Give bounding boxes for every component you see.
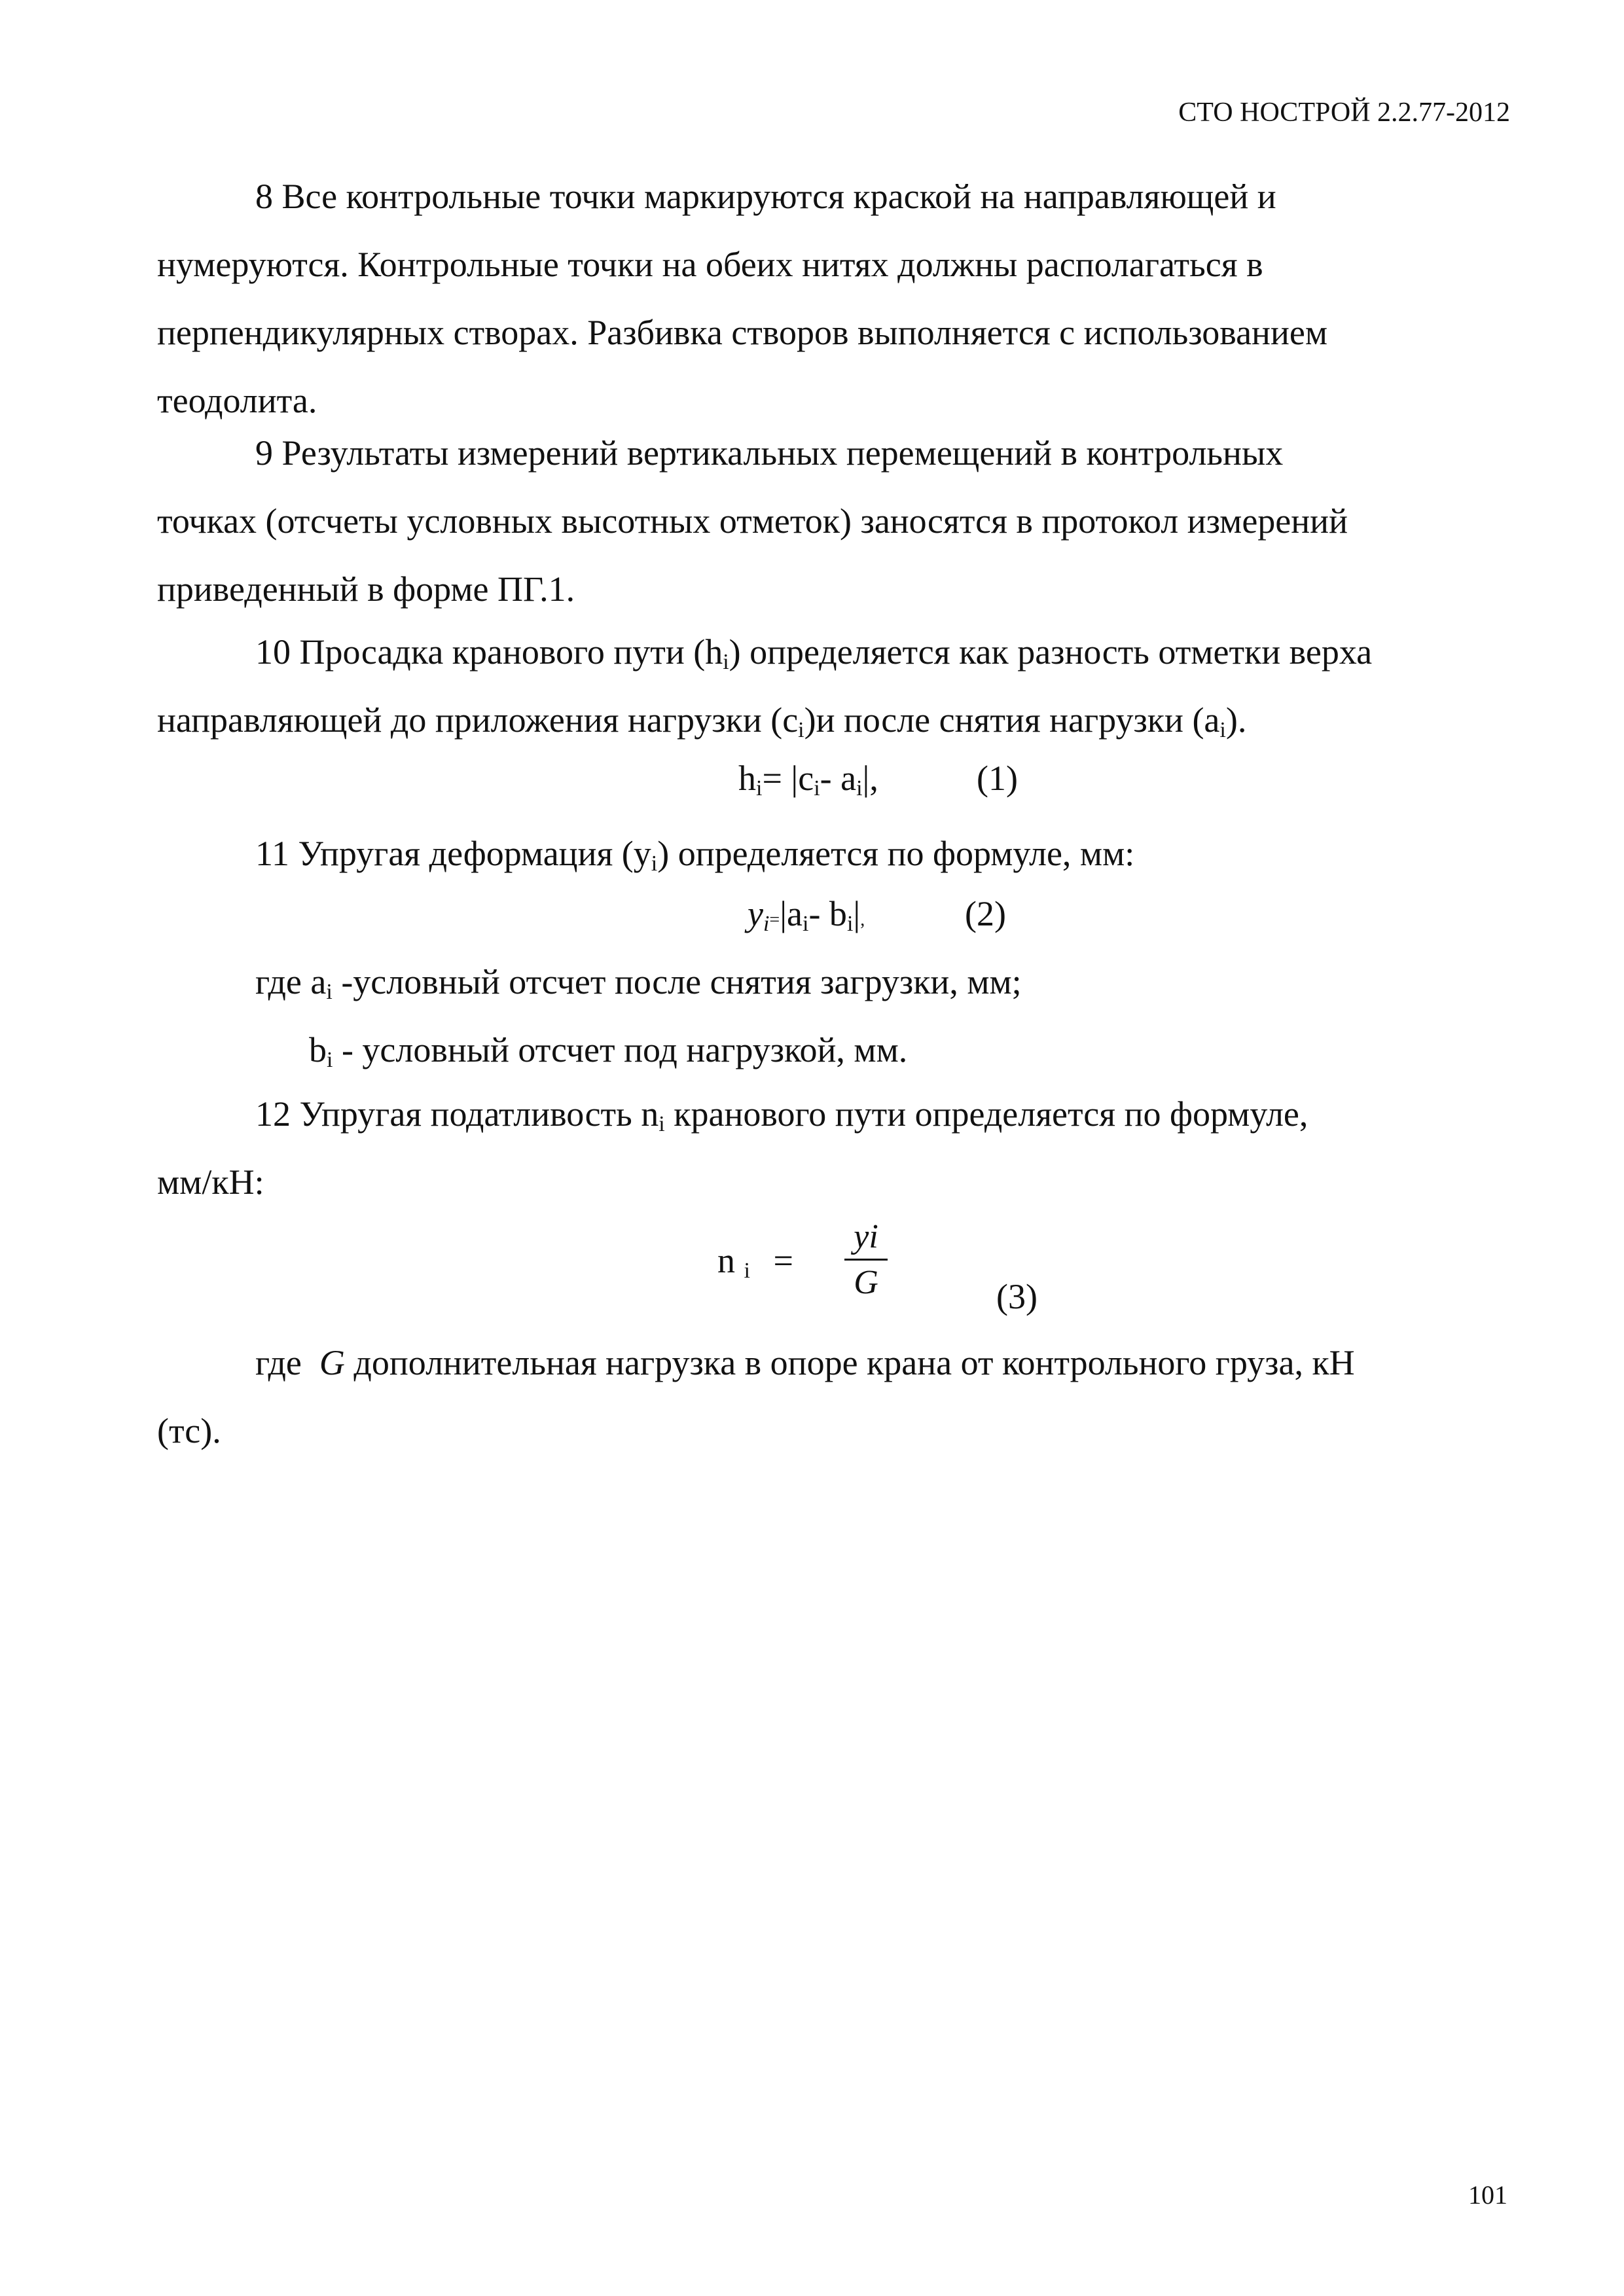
paragraph-8-line-1: 8 Все контрольные точки маркируются краской на направляющей и [255, 177, 1276, 216]
text-run: направляющей до приложения нагрузки (c [157, 700, 799, 740]
text-run: где [255, 1343, 319, 1382]
page-number: 101 [1468, 2180, 1507, 2210]
subscript: i [803, 912, 809, 936]
subscript: i [756, 776, 763, 800]
text-run: дополнительная нагрузка в опоре крана от контрольного груза, кН [344, 1343, 1355, 1382]
paragraph-9 [157, 419, 1479, 623]
subscript: i [846, 912, 854, 936]
paragraph-9-line-2: точках (отсчеты условных высотных отметок) заносятся в протокол измерений [157, 501, 1348, 541]
subscript: i [763, 912, 770, 936]
text-run: ). [1225, 700, 1247, 740]
text-run: G [319, 1343, 345, 1382]
paragraph-9-line-1: 9 Результаты измерений вертикальных перемещений в контрольных [255, 433, 1284, 473]
paragraph-8 [157, 162, 1479, 435]
paragraph-12 [157, 1080, 1479, 1216]
formula-3-number: (3) [996, 1277, 1038, 1316]
formula-text: = |c [762, 759, 814, 798]
formula-text: |, [862, 759, 878, 798]
formula-text: , [860, 910, 865, 930]
text-run: кранового пути определяется по формуле, [664, 1094, 1308, 1134]
formula-text: y [748, 894, 763, 933]
text-run: 12 Упругая податливость n [255, 1094, 659, 1134]
subscript: i [798, 718, 804, 742]
paragraph-11 [157, 819, 1479, 888]
text-run: 10 Просадка кранового пути (h [255, 632, 723, 672]
fraction-bar [844, 1259, 888, 1261]
paragraph-9-line-3: приведенный в форме ПГ.1. [157, 569, 575, 609]
paragraph-10 [157, 618, 1479, 754]
paragraph-8-line-3: перпендикулярных створах. Разбивка створов выполняется с использованием [157, 313, 1327, 352]
where-clause-2 [157, 1329, 1479, 1465]
formula-2 [748, 893, 865, 934]
fraction-denominator: G [854, 1264, 878, 1301]
formula-3-fraction [844, 1217, 888, 1302]
subscript: i [856, 776, 863, 800]
formula-text: h [738, 759, 756, 798]
subscript: i [744, 1259, 750, 1283]
formula-text: = [769, 910, 780, 930]
text-run: b [309, 1030, 327, 1069]
text-run: где a [255, 962, 327, 1001]
where-g-line [157, 1329, 1479, 1397]
document-code-header: СТО НОСТРОЙ 2.2.77-2012 [1178, 98, 1510, 128]
paragraph-12-line-1 [157, 1080, 1479, 1148]
subscript: i [723, 650, 729, 674]
text-run: 11 Упругая деформация (y [255, 834, 651, 873]
paragraph-8-line-4: теодолита. [157, 381, 317, 420]
formula-1-number: (1) [977, 759, 1018, 798]
text-run: -условный отсчет после снятия загрузки, мм; [332, 962, 1022, 1001]
paragraph-10-line-1 [157, 618, 1479, 686]
subscript: i [651, 852, 658, 876]
formula-1 [738, 758, 878, 798]
subscript: i [1219, 718, 1226, 742]
subscript: i [814, 776, 820, 800]
formula-text: | [853, 894, 861, 933]
formula-text: - a [820, 759, 857, 798]
fraction-numerator: yi [854, 1218, 878, 1255]
formula-text: - b [808, 894, 847, 933]
formula-text: n [717, 1241, 735, 1280]
formula-3-lhs [717, 1240, 793, 1281]
subscript: i [326, 980, 333, 1004]
subscript: i [327, 1048, 333, 1072]
paragraph-8-line-2: нумеруются. Контрольные точки на обеих нитях должны располагаться в [157, 245, 1263, 284]
text-run: ) определяется как разность отметки верха [729, 632, 1373, 672]
formula-text: |a [780, 894, 803, 933]
text-run: ) определяется по формуле, мм: [657, 834, 1135, 873]
formula-2-number: (2) [965, 894, 1006, 933]
where-a-line [157, 948, 1479, 1016]
where-g-line-2: (тс). [157, 1411, 221, 1450]
text-run: - условный отсчет под нагрузкой, мм. [333, 1030, 908, 1069]
text-run: )и после снятия нагрузки (a [804, 700, 1220, 740]
formula-text: = [773, 1241, 793, 1280]
subscript: i [659, 1112, 665, 1136]
where-b-line [157, 1016, 1479, 1084]
paragraph-11-line-1 [157, 819, 1479, 888]
paragraph-10-line-2 [157, 686, 1479, 754]
where-clause-1 [157, 948, 1479, 1084]
paragraph-12-line-2: мм/кН: [157, 1162, 264, 1202]
